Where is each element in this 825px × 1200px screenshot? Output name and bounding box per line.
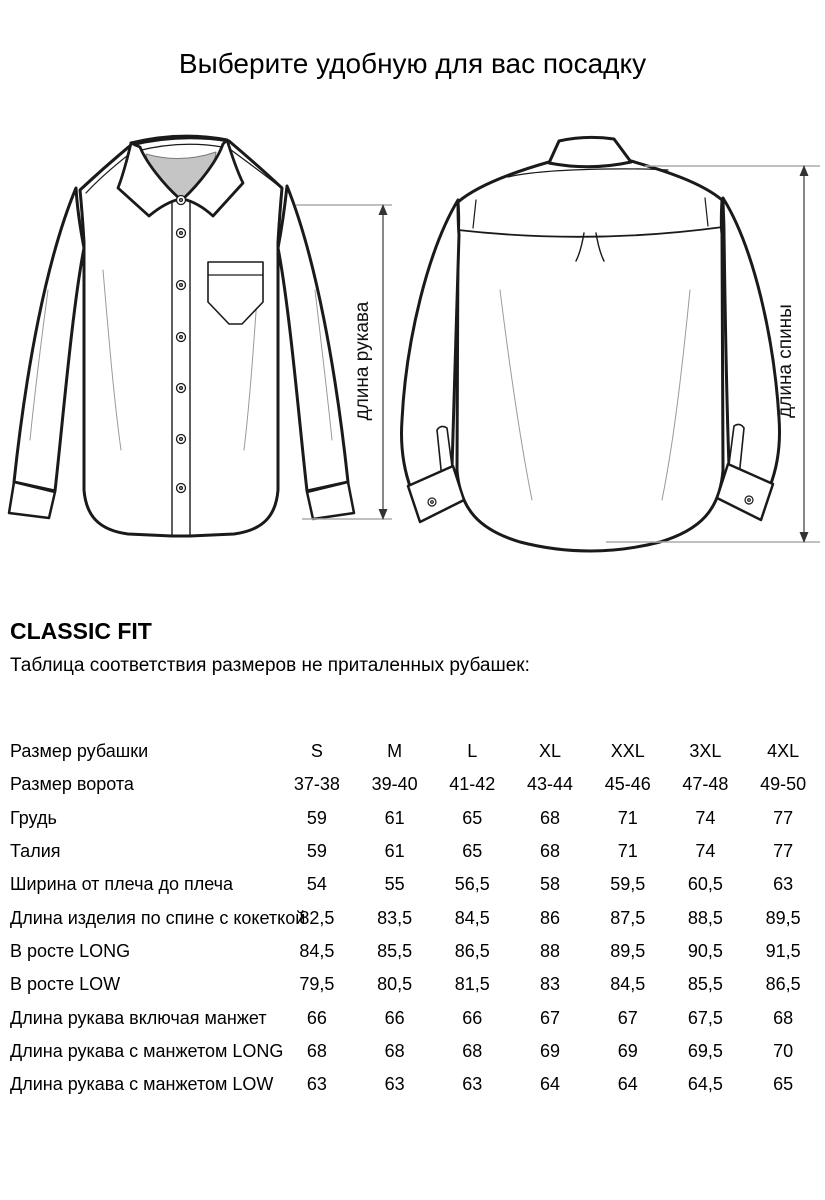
table-cell: 68 bbox=[384, 1040, 405, 1061]
table-cell: 69 bbox=[539, 1040, 561, 1061]
row-label: В росте LONG bbox=[10, 940, 131, 961]
table-cell: 77 bbox=[773, 841, 794, 862]
table-cell: 65 bbox=[773, 1074, 794, 1095]
table-cell: 84,5 bbox=[610, 974, 646, 995]
table-cell: 86,5 bbox=[454, 940, 490, 961]
table-row bbox=[10, 1035, 822, 1068]
table-row bbox=[10, 901, 822, 934]
table-cell: 83,5 bbox=[377, 907, 413, 928]
table-cell: 55 bbox=[384, 874, 405, 895]
page-title: Выберите удобную для вас посадку bbox=[178, 48, 647, 79]
table-cell: M bbox=[387, 741, 403, 762]
table-cell: 65 bbox=[462, 841, 483, 862]
table-cell: 87,5 bbox=[610, 907, 646, 928]
row-label: Размер рубашки bbox=[10, 741, 149, 762]
table-cell: 58 bbox=[539, 874, 561, 895]
table-cell: 74 bbox=[695, 841, 716, 862]
table-cell: 68 bbox=[462, 1040, 483, 1061]
sleeve-length-label: длина рукава bbox=[352, 301, 373, 421]
size-table bbox=[10, 735, 822, 1101]
table-cell: 61 bbox=[384, 807, 405, 828]
table-cell: 64 bbox=[539, 1074, 561, 1095]
table-cell: 85,5 bbox=[687, 974, 723, 995]
table-row bbox=[10, 768, 822, 801]
table-cell: 89,5 bbox=[610, 940, 646, 961]
shirt-front-drawing bbox=[9, 136, 354, 536]
back-length-label: длина спины bbox=[775, 304, 796, 418]
table-row bbox=[10, 1068, 822, 1101]
table-cell: 83 bbox=[539, 974, 561, 995]
table-cell: 65 bbox=[462, 807, 483, 828]
table-cell: 68 bbox=[773, 1007, 794, 1028]
row-label: Длина изделия по спине с кокеткой bbox=[10, 907, 306, 928]
section-heading: CLASSIC FIT bbox=[10, 618, 152, 644]
row-label: В росте LOW bbox=[10, 974, 121, 995]
table-cell: 67 bbox=[617, 1007, 638, 1028]
table-row bbox=[10, 968, 822, 1001]
table-cell: 64 bbox=[617, 1074, 638, 1095]
table-cell: 39-40 bbox=[371, 774, 418, 795]
row-label: Длина рукава с манжетом LONG bbox=[10, 1040, 284, 1061]
table-cell: 68 bbox=[539, 807, 561, 828]
table-cell: XL bbox=[538, 741, 562, 762]
table-cell: 82,5 bbox=[299, 907, 335, 928]
table-cell: 56,5 bbox=[454, 874, 490, 895]
table-cell: 88,5 bbox=[687, 907, 723, 928]
table-cell: 54 bbox=[306, 874, 327, 895]
table-cell: S bbox=[310, 741, 323, 762]
table-cell: 69,5 bbox=[687, 1040, 723, 1061]
table-cell: 67,5 bbox=[687, 1007, 723, 1028]
table-cell: 41-42 bbox=[449, 774, 496, 795]
table-cell: 80,5 bbox=[377, 974, 413, 995]
table-cell: 71 bbox=[617, 807, 638, 828]
table-cell: 84,5 bbox=[454, 907, 490, 928]
table-cell: 69 bbox=[617, 1040, 638, 1061]
row-label: Грудь bbox=[10, 807, 57, 828]
table-cell: 37-38 bbox=[293, 774, 340, 795]
table-cell: XXL bbox=[610, 741, 645, 762]
table-cell: 70 bbox=[773, 1040, 794, 1061]
table-row bbox=[10, 868, 822, 901]
table-cell: 4XL bbox=[767, 741, 800, 762]
section-subtitle: Таблица соответствия размеров не приталенных рубашек: bbox=[10, 655, 530, 676]
table-cell: 59,5 bbox=[610, 874, 646, 895]
table-cell: 43-44 bbox=[526, 774, 574, 795]
table-cell: 67 bbox=[539, 1007, 561, 1028]
table-cell: 66 bbox=[306, 1007, 327, 1028]
table-cell: 61 bbox=[384, 841, 405, 862]
table-row bbox=[10, 1001, 822, 1034]
row-label: Талия bbox=[10, 841, 61, 862]
table-cell: 84,5 bbox=[299, 940, 335, 961]
shirt-diagrams bbox=[0, 130, 825, 600]
table-cell: 63 bbox=[306, 1074, 327, 1095]
table-cell: 68 bbox=[306, 1040, 327, 1061]
table-cell: 85,5 bbox=[377, 940, 413, 961]
table-cell: 79,5 bbox=[299, 974, 335, 995]
table-cell: 63 bbox=[773, 874, 794, 895]
table-cell: 86 bbox=[539, 907, 561, 928]
table-row bbox=[10, 735, 822, 768]
shirt-back-drawing bbox=[401, 137, 779, 551]
table-cell: 66 bbox=[462, 1007, 483, 1028]
table-cell: 66 bbox=[384, 1007, 405, 1028]
table-cell: 3XL bbox=[689, 741, 722, 762]
table-cell: 49-50 bbox=[760, 774, 807, 795]
row-label: Размер ворота bbox=[10, 774, 134, 795]
table-cell: 81,5 bbox=[454, 974, 490, 995]
table-cell: 45-46 bbox=[604, 774, 651, 795]
table-cell: 59 bbox=[306, 841, 327, 862]
table-cell: 77 bbox=[773, 807, 794, 828]
table-row bbox=[10, 835, 822, 868]
table-cell: 74 bbox=[695, 807, 716, 828]
table-cell: 63 bbox=[384, 1074, 405, 1095]
table-cell: 59 bbox=[306, 807, 327, 828]
table-cell: 63 bbox=[462, 1074, 483, 1095]
table-cell: 91,5 bbox=[765, 940, 801, 961]
table-cell: 68 bbox=[539, 841, 561, 862]
table-cell: 60,5 bbox=[687, 874, 723, 895]
table-cell: 71 bbox=[617, 841, 638, 862]
table-cell: 86,5 bbox=[765, 974, 801, 995]
table-cell: 64,5 bbox=[687, 1074, 723, 1095]
table-row bbox=[10, 935, 822, 968]
table-cell: 88 bbox=[539, 940, 561, 961]
table-cell: L bbox=[467, 741, 478, 762]
table-row bbox=[10, 802, 822, 835]
table-cell: 89,5 bbox=[765, 907, 801, 928]
row-label: Длина рукава включая манжет bbox=[10, 1007, 267, 1028]
table-cell: 47-48 bbox=[682, 774, 729, 795]
table-cell: 90,5 bbox=[687, 940, 723, 961]
shirt-line-art bbox=[0, 130, 825, 600]
row-label: Длина рукава с манжетом LOW bbox=[10, 1074, 274, 1095]
row-label: Ширина от плеча до плеча bbox=[10, 874, 234, 895]
